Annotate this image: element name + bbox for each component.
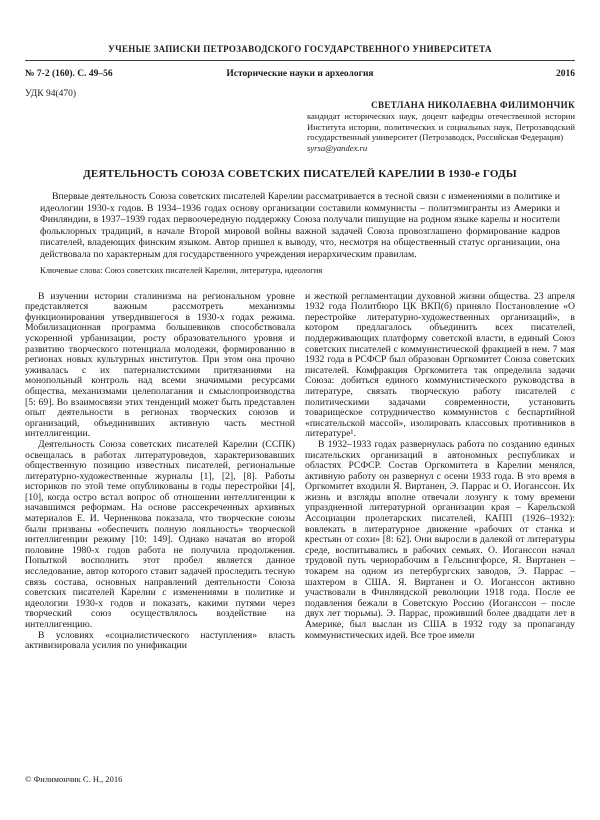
left-column	[25, 292, 295, 652]
body-paragraph: В изучении истории сталинизма на региональном уровне представляется важным рассмотреть механизмы функционирования утвердившегося в 1930-х годах режима. Мобилизационная программа большевиков способствовала ускоренной урбанизации, росту образовательного уровня и развитию творческого потенциала молодежи, формированию в регионах новых культурных институтов. При этом она прочно уживалась с их патерналистскими притязаниями на монопольный контроль над всеми значимыми ресурсами общества, механизмами целеполагания и смыслопроизводства [5: 69]. Во взаимосвязи этих тенденций может быть представлен опыт деятельности в регионах творческих союзов и организаций, объединивших активную часть местной интеллигенции.	[25, 290, 295, 440]
journal-title: УЧЕНЫЕ ЗАПИСКИ ПЕТРОЗАВОДСКОГО ГОСУДАРСТВЕННОГО УНИВЕРСИТЕТА	[108, 44, 492, 54]
body-paragraph: Деятельность Союза советских писателей Карелии (ССПК) освещалась в работах литературоведов, характеризовавших общественную позицию известных писателей, региональные литературно-художественные журналы [1], [2], [8]. Работы историков по этой теме опубликованы в годы перестройки [4], [10], когда остро встал вопрос об отношении интеллигенции к начавшимся реформам. На основе рассекреченных архивных материалов Е. И. Черненкова показала, что творческие союзы были призваны «обеспечить полную лояльность» творческой интеллигенции режиму [10: 149]. Однако начатая во второй половине 1980-х годов работа не получила продолжения. Попыткой восполнить этот пробел является данное исследование, автор которого ставит задачей проследить тесную связь состава, основных направлений деятельности Союза советских писателей Карелии с изменениями в политике и идеологии 1930-х годов и показать, какими путями через творческий союз осуществлялось воздействие на интеллигенцию.	[25, 438, 295, 630]
header-divider	[25, 60, 575, 61]
keywords-label: Ключевые слова:	[40, 264, 103, 275]
body-paragraph: В 1932–1933 годах развернулась работа по созданию единых писательских организаций в автономных республиках и областях РСФСР. Состав Оргкомитета в Карелии менялся, активную работу он развернул с осени 1933 года. В это время в Оргкомитет входили Я. Виртанен, Э. Паррас и О. Иоганссон. Их жизнь и взгляды вполне отвечали лозунгу к тому времени упраздненной литературной организации края – Карельской Ассоциации пролетарских писателей, КАПП (1926–1932): вовлекать в литературное движение «рабочих от станка и крестьян от сохи» [8: 62]. Они выросли в далекой от литературы среде, воспитывались в рабочих семьях. О. Иоганссон начал трудовой путь чернорабочим в Гельсингфорсе, Я. Виртанен – токарем на одном из петербургских заводов, Э. Паррас – шахтером в США. Я. Виртанен и О. Иоганссон активно участвовали в Финляндской революции 1918 года. После ее подавления бежали в Советскую Россию (Иоганссон – после двух лет тюрьмы). Э. Паррас, проживший более двадцати лет в Америке, был выслан из США в 1932 году за пропаганду коммунистических идей. Все трое имели	[305, 438, 575, 641]
body-paragraph: и жесткой регламентации духовной жизни общества. 23 апреля 1932 года Политбюро ЦК ВКП(б) приняло Постановление «О перестройке литературно-художественных организаций», в котором предлагалось объединить всех писателей, поддерживающих платформу советской власти, в единый Союз советских писателей с коммунистической фракцией в нем. 7 мая 1932 года в РСФСР был образован Оргкомитет Союза советских писателей. Комфракция Оргкомитета так определила задачи Союза: добиться единого коммунистического руководства в литературе, связать творческую работу писателей с политическими задачами современности, установить товарищеское сотрудничество коммунистов с беспартийной «писательской массой», изолировать классовых противников в литературе¹.	[305, 290, 575, 440]
author-block	[307, 100, 575, 153]
author-name: СВЕТЛАНА НИКОЛАЕВНА ФИЛИМОНЧИК	[371, 100, 575, 110]
issue-meta-row	[25, 69, 575, 79]
body-columns	[25, 292, 575, 652]
issue-year: 2016	[556, 69, 575, 79]
keywords-text: Союз советских писателей Карелии, литература, идеология	[102, 264, 323, 275]
journal-section: Исторические науки и археология	[226, 69, 374, 79]
article-abstract: Впервые деятельность Союза советских писателей Карелии рассматривается в тесной связи с изменениями в политике и идеологии 1930-х годов. В 1934–1936 годах основу организации составили коммунисты – политэмигранты из Америки и Финляндии, в 1937–1939 годах первоочередную поддержку Союза получали пишущие на родном языке карелы и носители фольклорных традиций, в начале Второй мировой войны важной задачей Союза провозглашено формирование кадров писателей, владеющих финским языком. Автор пришел к выводу, что, несмотря на общественный статус организации, она действовала по характерным для государственного учреждения иерархическим правилам.	[40, 191, 560, 260]
body-paragraph: В условиях «социалистического наступления» власть активизировала усилия по унификации	[25, 629, 295, 652]
keywords-line	[40, 265, 560, 275]
author-email: syrsa@yandex.ru	[307, 142, 368, 153]
copyright-notice: © Филимончик С. Н., 2016	[25, 774, 123, 784]
issue-number: № 7-2 (160). С. 49–56	[25, 69, 113, 79]
right-column	[305, 292, 575, 652]
udc-code: УДК 94(470)	[25, 89, 77, 99]
article-title: ДЕЯТЕЛЬНОСТЬ СОЮЗА СОВЕТСКИХ ПИСАТЕЛЕЙ КАРЕЛИИ В 1930-е ГОДЫ	[83, 168, 517, 181]
author-affiliation: кандидат исторических наук, доцент кафедры отечественной истории Института истории, политических и социальных наук, Петрозаводский государственный университет (Петрозаводск, Российская Федерация)	[307, 111, 575, 143]
